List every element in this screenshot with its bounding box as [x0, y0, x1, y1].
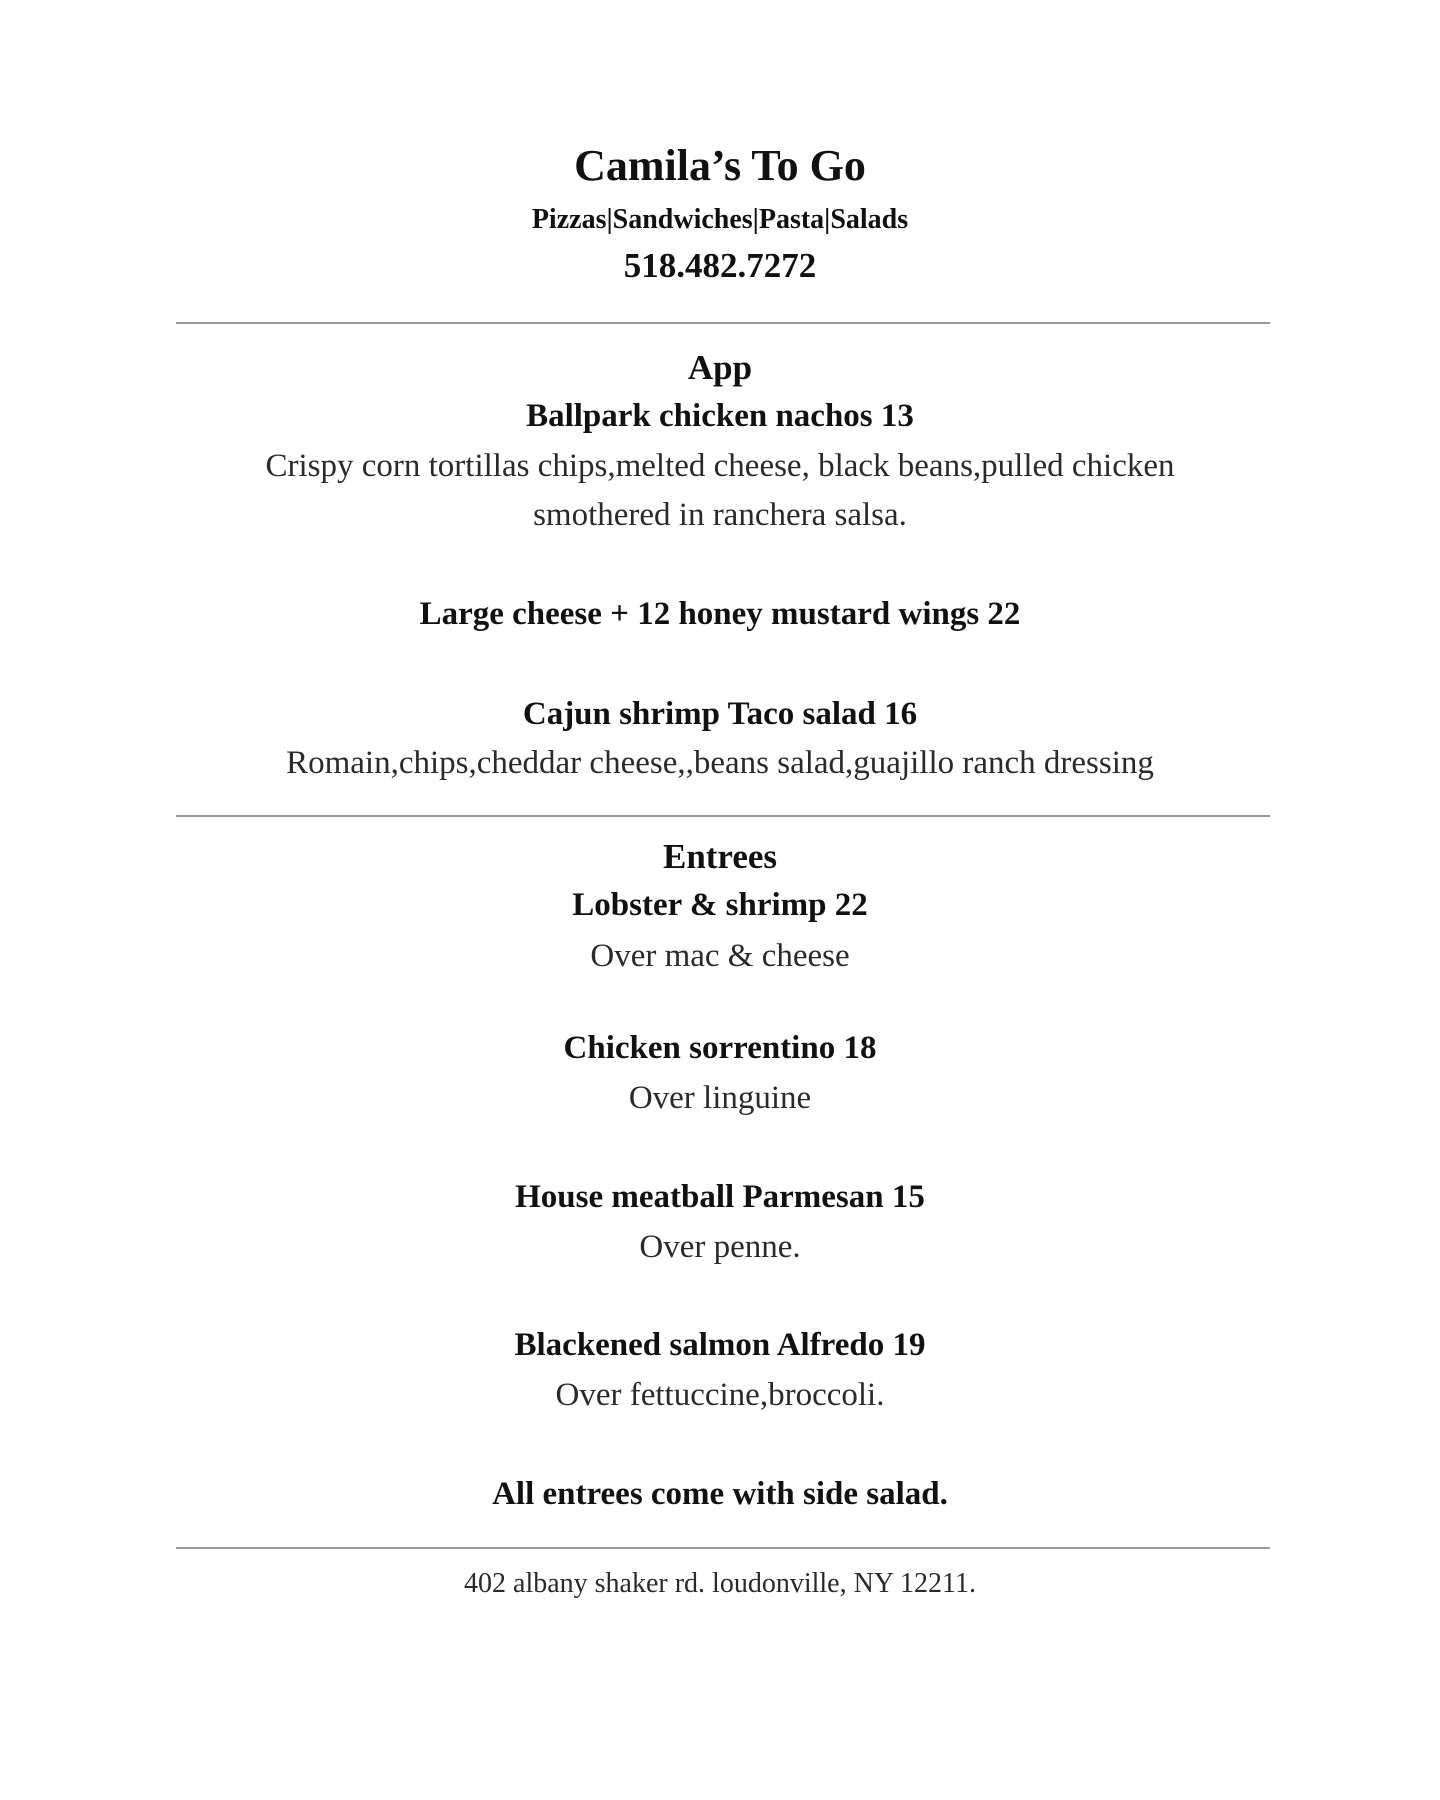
menu-item-description: Over mac & cheese	[590, 938, 850, 974]
phone-number: 518.482.7272	[623, 246, 817, 285]
restaurant-name: Camila’s To Go	[574, 141, 866, 190]
menu-item-description: Over fettuccine,broccoli.	[555, 1377, 885, 1413]
divider-top	[176, 322, 1270, 324]
menu-categories: Pizzas|Sandwiches|Pasta|Salads	[531, 204, 909, 235]
menu-item-description: Over linguine	[628, 1080, 812, 1116]
menu-item-name: Large cheese + 12 honey mustard wings 22	[419, 596, 1021, 632]
menu-item-description: Crispy corn tortillas chips,melted cheese, black beans,pulled chicken	[265, 448, 1175, 484]
divider-middle	[176, 815, 1270, 817]
menu-item-description: Over penne.	[639, 1229, 801, 1265]
entrees-note: All entrees come with side salad.	[492, 1476, 948, 1512]
menu-item-description: Romain,chips,cheddar cheese,,beans salad,guajillo ranch dressing	[286, 745, 1154, 781]
menu-item-name: House meatball Parmesan 15	[515, 1179, 925, 1215]
menu-item-name: Cajun shrimp Taco salad 16	[522, 696, 918, 732]
address: 402 albany shaker rd. loudonville, NY 12211.	[464, 1568, 976, 1599]
menu-item-description: smothered in ranchera salsa.	[533, 497, 907, 533]
menu-item-name: Blackened salmon Alfredo 19	[514, 1327, 926, 1363]
section-heading-entrees: Entrees	[662, 837, 778, 876]
divider-bottom	[176, 1547, 1270, 1549]
menu-item-name: Lobster & shrimp 22	[572, 887, 868, 923]
menu-item-name: Chicken sorrentino 18	[563, 1030, 877, 1066]
section-heading-app: App	[687, 348, 753, 387]
menu-item-name: Ballpark chicken nachos 13	[526, 398, 914, 434]
